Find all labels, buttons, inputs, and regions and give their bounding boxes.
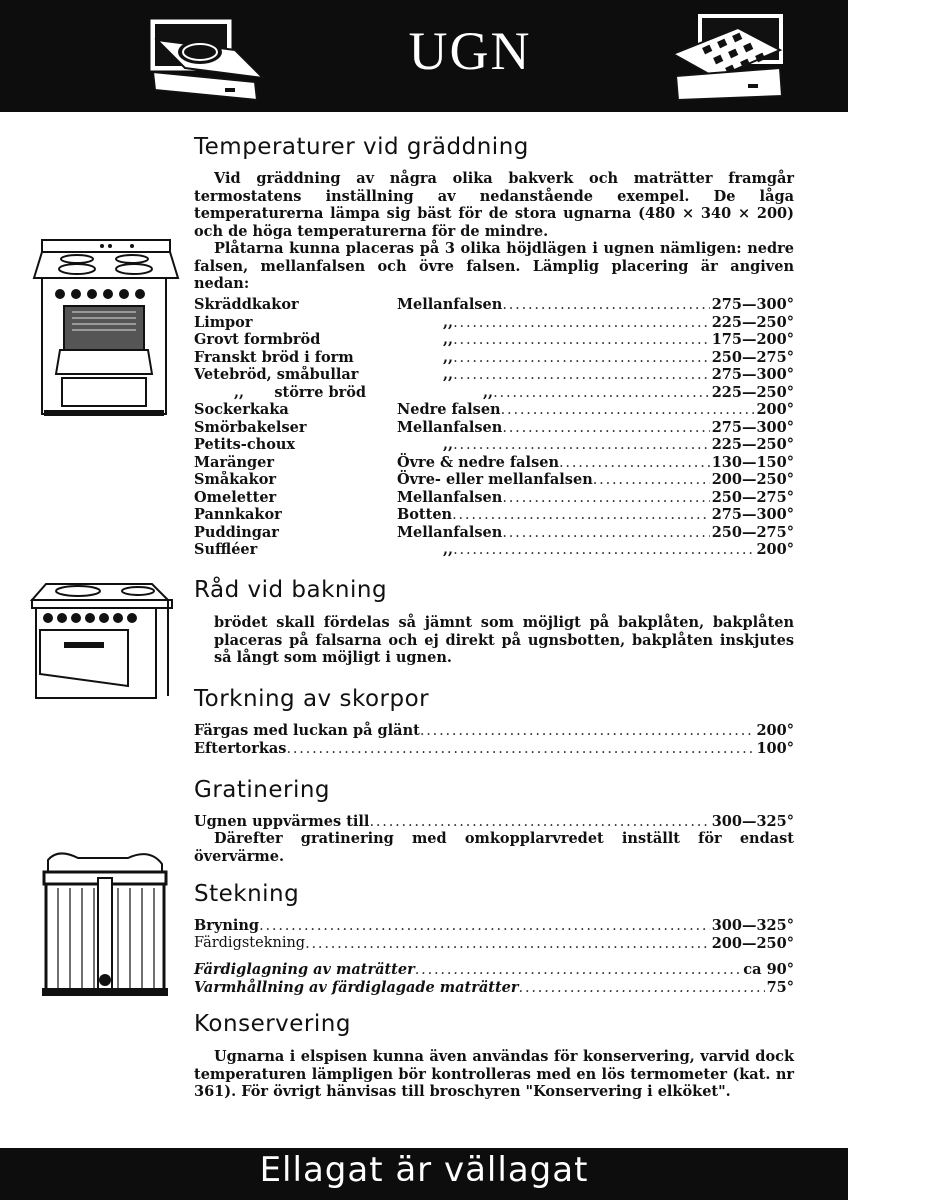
gratin-table <box>194 813 794 831</box>
row-name: Pannkakor <box>194 506 282 523</box>
row-temp: 75° <box>766 978 794 996</box>
row-temp: 200° <box>756 401 794 418</box>
row-name: Maränger <box>194 453 275 471</box>
table-row <box>194 314 794 332</box>
row-name: Smörbakelser <box>194 418 307 436</box>
row-position: ,, <box>443 313 454 331</box>
row-name: Färdiglagning av maträtter <box>194 961 415 978</box>
table-row <box>194 349 794 367</box>
preserving-pot-icon <box>38 848 172 1003</box>
table-row <box>194 454 794 472</box>
row-temp: 225—250° <box>711 313 794 331</box>
section-heading-roasting: Stekning <box>194 881 300 907</box>
row-position: Mellanfalsen <box>397 488 503 506</box>
row-position: Övre- eller mellanfalsen <box>397 471 593 488</box>
row-name: Eftertorkas <box>194 739 287 757</box>
row-temp: 200° <box>756 541 794 558</box>
section-heading-gratin: Gratinering <box>194 777 331 803</box>
table-row <box>194 419 794 437</box>
row-name: Omeletter <box>194 488 277 506</box>
row-temp: 300—325° <box>711 813 794 830</box>
row-position: Övre & nedre falsen <box>397 453 559 471</box>
electric-stove-icon <box>32 238 180 423</box>
row-name: Färdigstekning <box>194 934 306 951</box>
row-name: Franskt bröd i form <box>194 348 354 366</box>
table-row <box>194 722 794 740</box>
row-position: ,, <box>443 348 454 366</box>
row-position: ,, <box>443 366 454 383</box>
row-temp: 225—250° <box>711 383 794 401</box>
row-name: Limpor <box>194 313 253 331</box>
preserving-text: Ugnarna i elspisen kunna även användas för konservering, varvid dock temperaturen lämpligen bör kontrolleras med en lös termometer (kat. nr 361). För övrigt hänvisas till broschyren "Konservering i elköket". <box>194 1048 794 1100</box>
row-name: ,, större bröd <box>234 383 367 401</box>
row-name: Ugnen uppvärmes till <box>194 813 370 830</box>
row-position: ,, <box>483 383 494 401</box>
table-row <box>194 471 794 489</box>
section-heading-baking-advice: Råd vid bakning <box>194 577 388 603</box>
temperature-table <box>194 296 794 559</box>
row-temp: 200—250° <box>711 471 794 488</box>
table-row <box>194 541 794 559</box>
gratin-text: Därefter gratinering med omkopplarvredet inställt för endast övervärme. <box>194 830 794 865</box>
baking-advice-text: brödet skall fördelas så jämnt som möjligt på bakplåten, bakplåten placeras på falsarna och ej direkt på ugnsbotten, bakplåten inskjutes så långt som möjligt i ugnen. <box>214 614 794 666</box>
table-row <box>194 296 794 314</box>
row-temp: 100° <box>756 739 794 757</box>
row-position: ,, <box>443 331 454 348</box>
roasting-italic-table <box>194 961 794 996</box>
oven-baking-tray-icon <box>668 10 793 105</box>
row-name: Petits-choux <box>194 436 296 453</box>
row-temp: 225—250° <box>711 436 794 453</box>
table-row <box>194 331 794 349</box>
oven-roast-icon <box>145 10 270 105</box>
table-row <box>194 401 794 419</box>
row-name: Grovt formbröd <box>194 331 321 348</box>
row-name: Vetebröd, småbullar <box>194 366 359 383</box>
row-temp: 250—275° <box>711 523 794 541</box>
table-row <box>194 506 794 524</box>
row-temp: 130—150° <box>711 453 794 471</box>
row-name: Skräddkakor <box>194 296 299 313</box>
section-heading-preserving: Konservering <box>194 1011 351 1037</box>
footer-slogan: Ellagat är vällagat <box>259 1150 589 1190</box>
row-name: Färgas med luckan på glänt <box>194 722 420 739</box>
small-stove-icon <box>28 578 176 700</box>
row-temp: 275—300° <box>711 366 794 383</box>
row-temp: 250—275° <box>711 488 794 506</box>
table-row <box>194 366 794 384</box>
row-name: Småkakor <box>194 471 277 488</box>
row-position: Mellanfalsen <box>397 296 503 313</box>
table-row <box>194 813 794 831</box>
row-temp: 250—275° <box>711 348 794 366</box>
temperatures-intro: Vid gräddning av några olika bakverk och maträtter framgår termostatens inställning av nedanstående exempel. De låga temperaturerna lämpa sig bäst för de stora ugnarna (480 × 340 × 200) och de höga temperaturerna för de mindre. <box>194 170 794 240</box>
row-name: Puddingar <box>194 523 279 541</box>
table-row <box>194 917 794 935</box>
table-row <box>194 436 794 454</box>
table-row <box>194 489 794 507</box>
row-name: Varmhållning av färdiglagade maträtter <box>194 978 519 996</box>
row-temp: 300—325° <box>711 917 794 934</box>
table-row <box>194 740 794 758</box>
row-temp: ca 90° <box>743 961 794 978</box>
section-heading-rusks: Torkning av skorpor <box>194 686 430 712</box>
table-row <box>194 935 794 953</box>
table-row <box>194 524 794 542</box>
row-temp: 200—250° <box>711 934 794 952</box>
row-position: ,, <box>443 541 454 558</box>
row-position: Nedre falsen <box>397 401 501 418</box>
page-title: UGN <box>408 21 532 81</box>
row-temp: 275—300° <box>711 418 794 436</box>
roasting-table <box>194 917 794 952</box>
table-row <box>194 979 794 997</box>
temperatures-placement-note: Plåtarna kunna placeras på 3 olika höjdlägen i ugnen nämligen: nedre falsen, mellanfalsen och övre falsen. Lämplig placering är angiven nedan: <box>194 240 794 292</box>
row-temp: 175—200° <box>711 331 794 348</box>
row-name: Suffléer <box>194 541 258 558</box>
table-row <box>194 384 794 402</box>
row-temp: 275—300° <box>711 296 794 313</box>
row-name: Bryning <box>194 917 260 934</box>
row-position: Mellanfalsen <box>397 523 503 541</box>
section-heading-temperatures: Temperaturer vid gräddning <box>194 134 529 160</box>
row-position: ,, <box>443 436 454 453</box>
row-position: Botten <box>397 506 453 523</box>
row-temp: 200° <box>756 722 794 739</box>
row-position: Mellanfalsen <box>397 418 503 436</box>
row-temp: 275—300° <box>711 506 794 523</box>
rusks-table <box>194 722 794 757</box>
row-name: Sockerkaka <box>194 401 289 418</box>
table-row <box>194 961 794 979</box>
